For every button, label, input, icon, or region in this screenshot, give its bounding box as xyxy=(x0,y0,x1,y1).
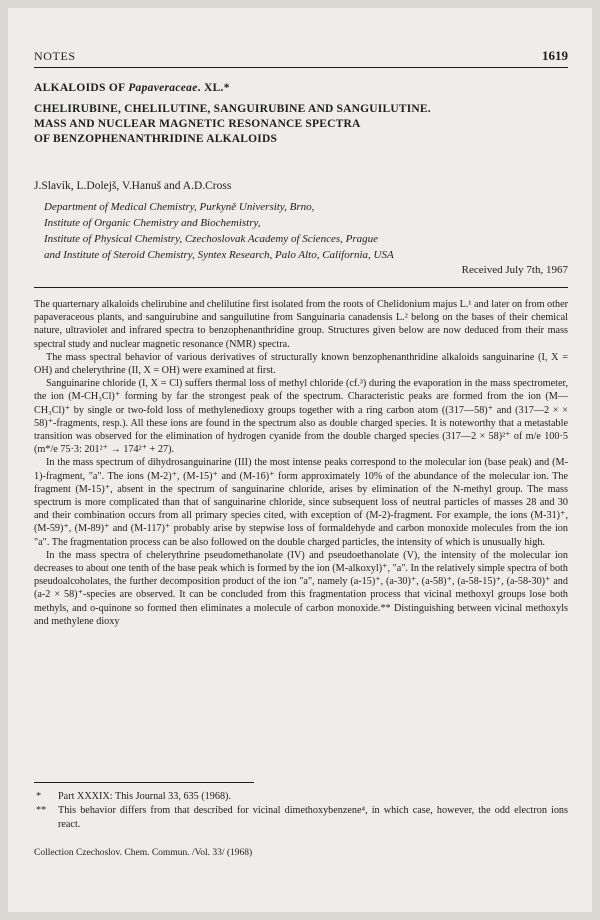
article-body xyxy=(34,298,568,628)
paragraph: In the mass spectra of chelerythrine pseudomethanolate (IV) and pseudoethanolate (V), the intensity of the molecular ion decreases to about one tenth of the base peak which is formed by the ion (M-alkoxyl)⁺, "a". In the relatively simple spectra of both pseudoalcoholates, the further decomposition product of the ion "a", namely (a-15)⁺, (a-30)⁺, (a-58)⁺, (a-58-15)⁺, (a-58-30)⁺ and (a-2 × 58)⁺-species are observed. It can be concluded from this fragmentation process that vicinal methoxyl groups lose both methyls, and o-quinone so formed then eliminates a molecule of carbon monoxide.** Distinguishing between vicinal methoxyls and methylene dioxy xyxy=(34,549,568,627)
footnote xyxy=(34,790,568,804)
footnote-mark: ** xyxy=(36,805,47,816)
footnotes xyxy=(34,790,568,832)
affiliation-line: Department of Medical Chemistry, Purkyně University, Brno, xyxy=(44,201,315,213)
article-title-line-2: MASS AND NUCLEAR MAGNETIC RESONANCE SPECTRA xyxy=(34,118,361,130)
footnote-mark: * xyxy=(36,791,42,802)
series-title xyxy=(34,82,568,94)
article-title-line-1: CHELIRUBINE, CHELILUTINE, SANGUIRUBINE AND SANGUILUTINE. xyxy=(34,103,431,115)
section-label: NOTES xyxy=(34,49,76,63)
authors: J.Slavík, L.Dolejš, V.Hanuš and A.D.Cross xyxy=(34,180,232,192)
footnote xyxy=(34,804,568,832)
paragraph: Sanguinarine chloride (I, X = Cl) suffers thermal loss of methyl chloride (cf.³) during the evaporation in the mass spectrometer, the ion (M-CH₃Cl)⁺ forming by far the strongest peak of the spectrum. Characteristic peaks are formed from the ion (M—CH₃Cl)⁺ by single or two-fold loss of methylenedioxy groups together with a ring carbon atom ((317—58)⁺ and (317—2 × × 58)⁺-fragments, resp.). All these ions are found in the spectrum also as double charged species. It is noteworthy that a metastable transition was observed for the elimination of hydrogen cyanide from the double charged species (317—2 × 58)²⁺ of m/e 100·5 (m*/e 75·3: 201²⁺ → 174²⁺ + 27). xyxy=(34,378,568,456)
journal-page xyxy=(8,8,592,912)
divider xyxy=(34,287,568,288)
footnote-text: This behavior differs from that described for vicinal dimethoxybenzene⁴, in which case, however, the odd electron ions react. xyxy=(58,805,568,830)
received-date: Received July 7th, 1967 xyxy=(461,264,568,276)
series-title-italic: Papaveraceae xyxy=(128,82,198,94)
page-number: 1619 xyxy=(542,48,568,63)
footnote-divider xyxy=(34,782,254,783)
footnote-text: Part XXXIX: This Journal 33, 635 (1968). xyxy=(58,791,231,802)
title-block xyxy=(34,82,568,147)
series-title-suffix: . XL.* xyxy=(197,82,230,94)
paragraph: The quarternary alkaloids chelirubine and chelilutine first isolated from the roots of Chelidonium majus L.¹ and later on from other papaveraceous plants, and sanguirubine and sanguilutine from Sanguinaria canadensis L.² belong on the bases of their chemical nature, ultraviolet and infrared spectra to benzophenanthridine group. Structures given below are now deduced from their mass spectral study and nuclear magnetic resonance (NMR) spectra. xyxy=(34,299,568,350)
article-title-line-3: OF BENZOPHENANTHRIDINE ALKALOIDS xyxy=(34,133,278,145)
affiliation-line: Institute of Organic Chemistry and Biochemistry, xyxy=(44,217,261,229)
affiliation-line: and Institute of Steroid Chemistry, Syntex Research, Palo Alto, California, USA xyxy=(44,249,394,261)
journal-citation: Collection Czechoslov. Chem. Commun. /Vol. 33/ (1968) xyxy=(34,848,253,858)
running-header xyxy=(34,48,568,68)
paragraph: The mass spectral behavior of various derivatives of structurally known benzophenanthridine alkaloids sanguinarine (I, X = OH) and chelerythrine (II, X = OH) were examined at first. xyxy=(34,351,568,377)
affiliations xyxy=(44,199,394,263)
paragraph: In the mass spectrum of dihydrosanguinarine (III) the most intense peaks correspond to the molecular ion (base peak) and (M-1)-fragment, "a". The ions (M-2)⁺, (M-15)⁺ and (M-16)⁺ form approximately 10% of the abundance of the molecular ion. The fragment (M-15)⁺, absent in the spectrum of sanguinarine chloride, arises by elimination of the N-methyl group. The mass spectrum is more complicated than that of sanguinarine chloride, since subsequent loss of neutral particles of masses 28 and 30 and their combination occurs from all primary species cited, with exception of (M-2)-fragment. For example, the ions (M-31)⁺, (M-59)⁺, (M-89)⁺ and (M-117)⁺ probably arise by stepwise loss of formaldehyde and carbon monoxide molecules from the ion "a". The fragmentation process can be also followed on the double charged particles, the intensity of which is unusually high. xyxy=(34,457,568,548)
series-title-text: ALKALOIDS OF xyxy=(34,82,126,94)
affiliation-line: Institute of Physical Chemistry, Czechoslovak Academy of Sciences, Prague xyxy=(44,233,378,245)
